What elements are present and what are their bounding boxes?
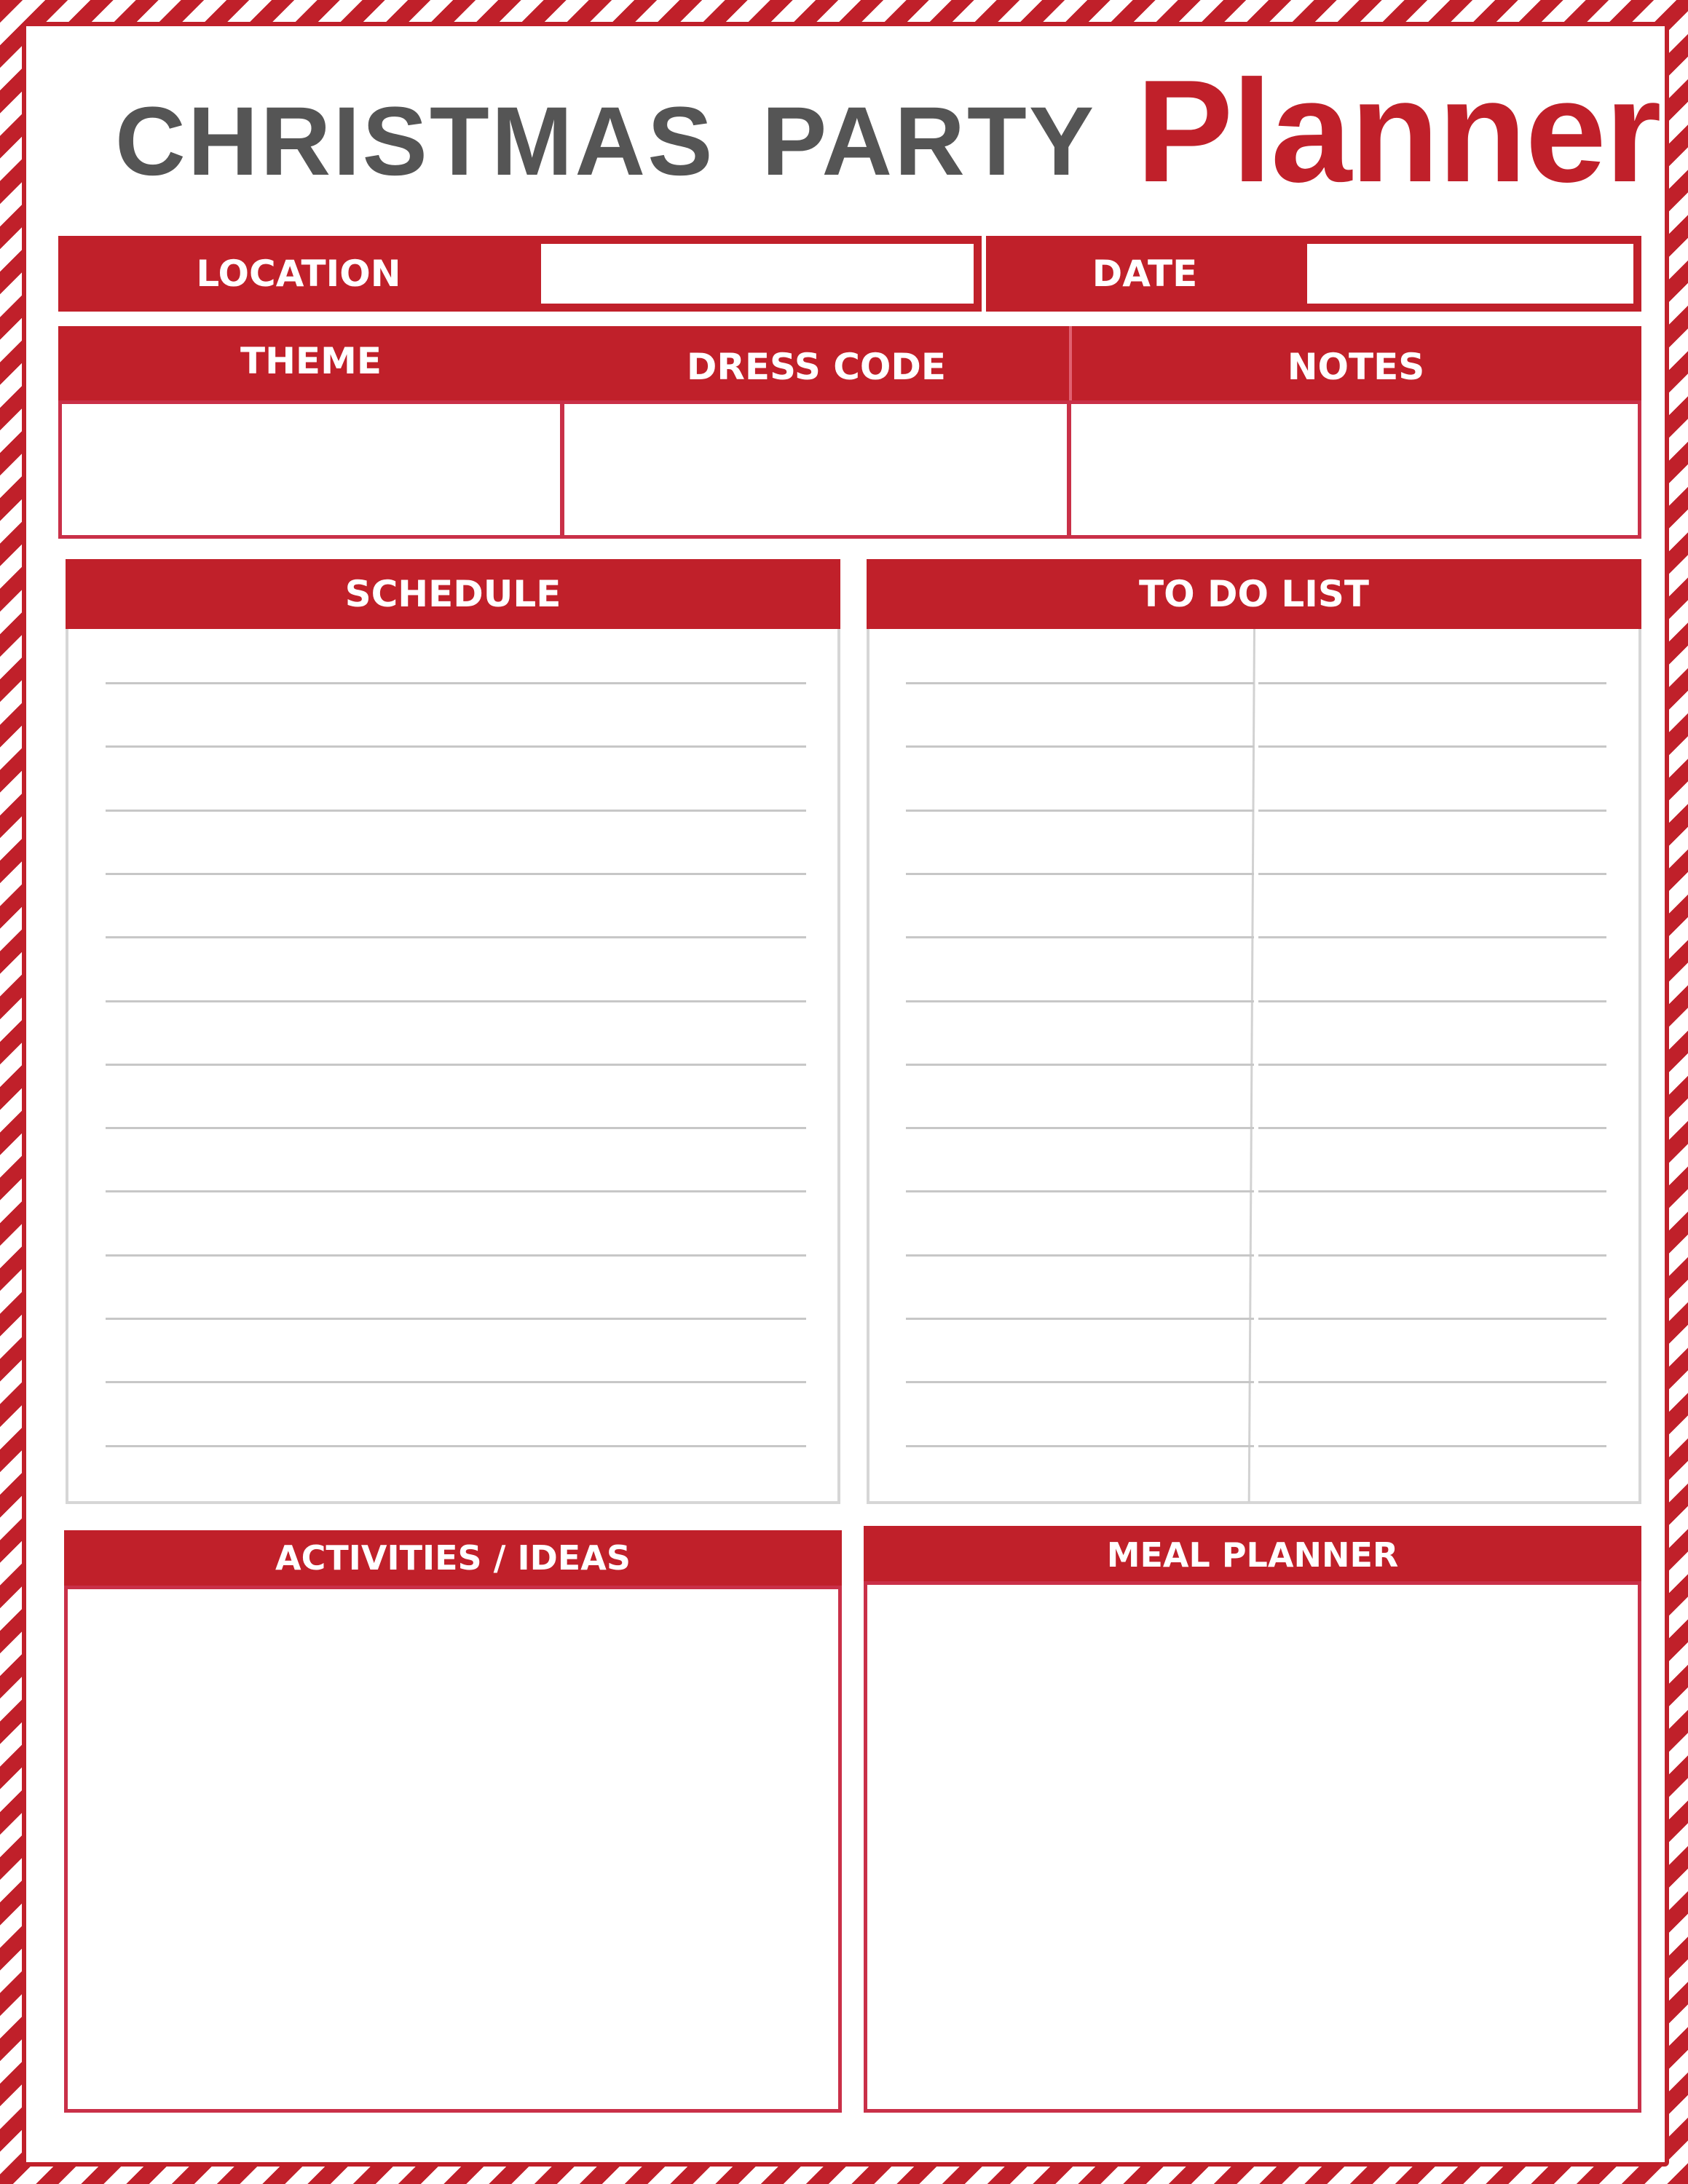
schedule-line[interactable]: [106, 936, 806, 938]
notes-field[interactable]: [1068, 400, 1641, 539]
title-word-christmas: CHRISTMAS: [115, 87, 715, 196]
schedule-line[interactable]: [106, 1254, 806, 1257]
meal-field[interactable]: [864, 1581, 1641, 2113]
todo-line[interactable]: [1258, 1127, 1606, 1129]
schedule-line[interactable]: [106, 745, 806, 748]
todo-line[interactable]: [906, 1190, 1254, 1192]
schedule-line[interactable]: [106, 1190, 806, 1192]
todo-line[interactable]: [1258, 1318, 1606, 1320]
todo-line[interactable]: [1258, 936, 1606, 938]
todo-line[interactable]: [1258, 1254, 1606, 1257]
todo-line[interactable]: [906, 1445, 1254, 1447]
title-word-party: PARTY: [762, 87, 1097, 196]
schedule-line[interactable]: [106, 682, 806, 684]
activities-label: ACTIVITIES / IDEAS: [275, 1538, 631, 1578]
schedule-line[interactable]: [106, 1381, 806, 1383]
todo-line[interactable]: [906, 1381, 1254, 1383]
page-title: [0, 0, 1688, 213]
todo-line[interactable]: [1258, 1445, 1606, 1447]
todo-line[interactable]: [906, 682, 1254, 684]
todo-line[interactable]: [906, 810, 1254, 812]
todo-line[interactable]: [1258, 810, 1606, 812]
todo-line[interactable]: [1258, 873, 1606, 875]
schedule-label: SCHEDULE: [344, 573, 561, 615]
schedule-line[interactable]: [106, 810, 806, 812]
title-word-planner: Planner: [1136, 50, 1660, 213]
schedule-line[interactable]: [106, 1127, 806, 1129]
schedule-line[interactable]: [106, 1000, 806, 1002]
todo-line[interactable]: [1258, 1000, 1606, 1002]
date-field[interactable]: [1304, 240, 1637, 307]
location-label: LOCATION: [196, 253, 401, 295]
schedule-line[interactable]: [106, 873, 806, 875]
todo-line[interactable]: [906, 1254, 1254, 1257]
dress-code-label: DRESS CODE: [686, 346, 947, 388]
activities-field[interactable]: [64, 1586, 842, 2113]
todo-line[interactable]: [906, 1127, 1254, 1129]
todo-line[interactable]: [906, 745, 1254, 748]
todo-line[interactable]: [906, 1064, 1254, 1066]
dress-code-field[interactable]: [561, 400, 1070, 539]
date-label: DATE: [1092, 253, 1198, 295]
schedule-line[interactable]: [106, 1318, 806, 1320]
todo-line[interactable]: [1258, 1381, 1606, 1383]
info-divider: [1069, 326, 1072, 402]
schedule-panel: [66, 559, 840, 1504]
todo-line[interactable]: [906, 873, 1254, 875]
todo-line[interactable]: [1258, 1064, 1606, 1066]
location-field[interactable]: [537, 240, 977, 307]
todo-line[interactable]: [1258, 1190, 1606, 1192]
theme-label: THEME: [240, 340, 382, 382]
todo-line[interactable]: [906, 1000, 1254, 1002]
meal-label: MEAL PLANNER: [1106, 1535, 1399, 1575]
notes-label: NOTES: [1287, 346, 1425, 388]
schedule-line[interactable]: [106, 1064, 806, 1066]
todo-label: TO DO LIST: [1138, 573, 1369, 615]
todo-line[interactable]: [906, 936, 1254, 938]
todo-line[interactable]: [1258, 682, 1606, 684]
theme-field[interactable]: [58, 400, 564, 539]
schedule-line[interactable]: [106, 1445, 806, 1447]
todo-line[interactable]: [1258, 745, 1606, 748]
todo-line[interactable]: [906, 1318, 1254, 1320]
